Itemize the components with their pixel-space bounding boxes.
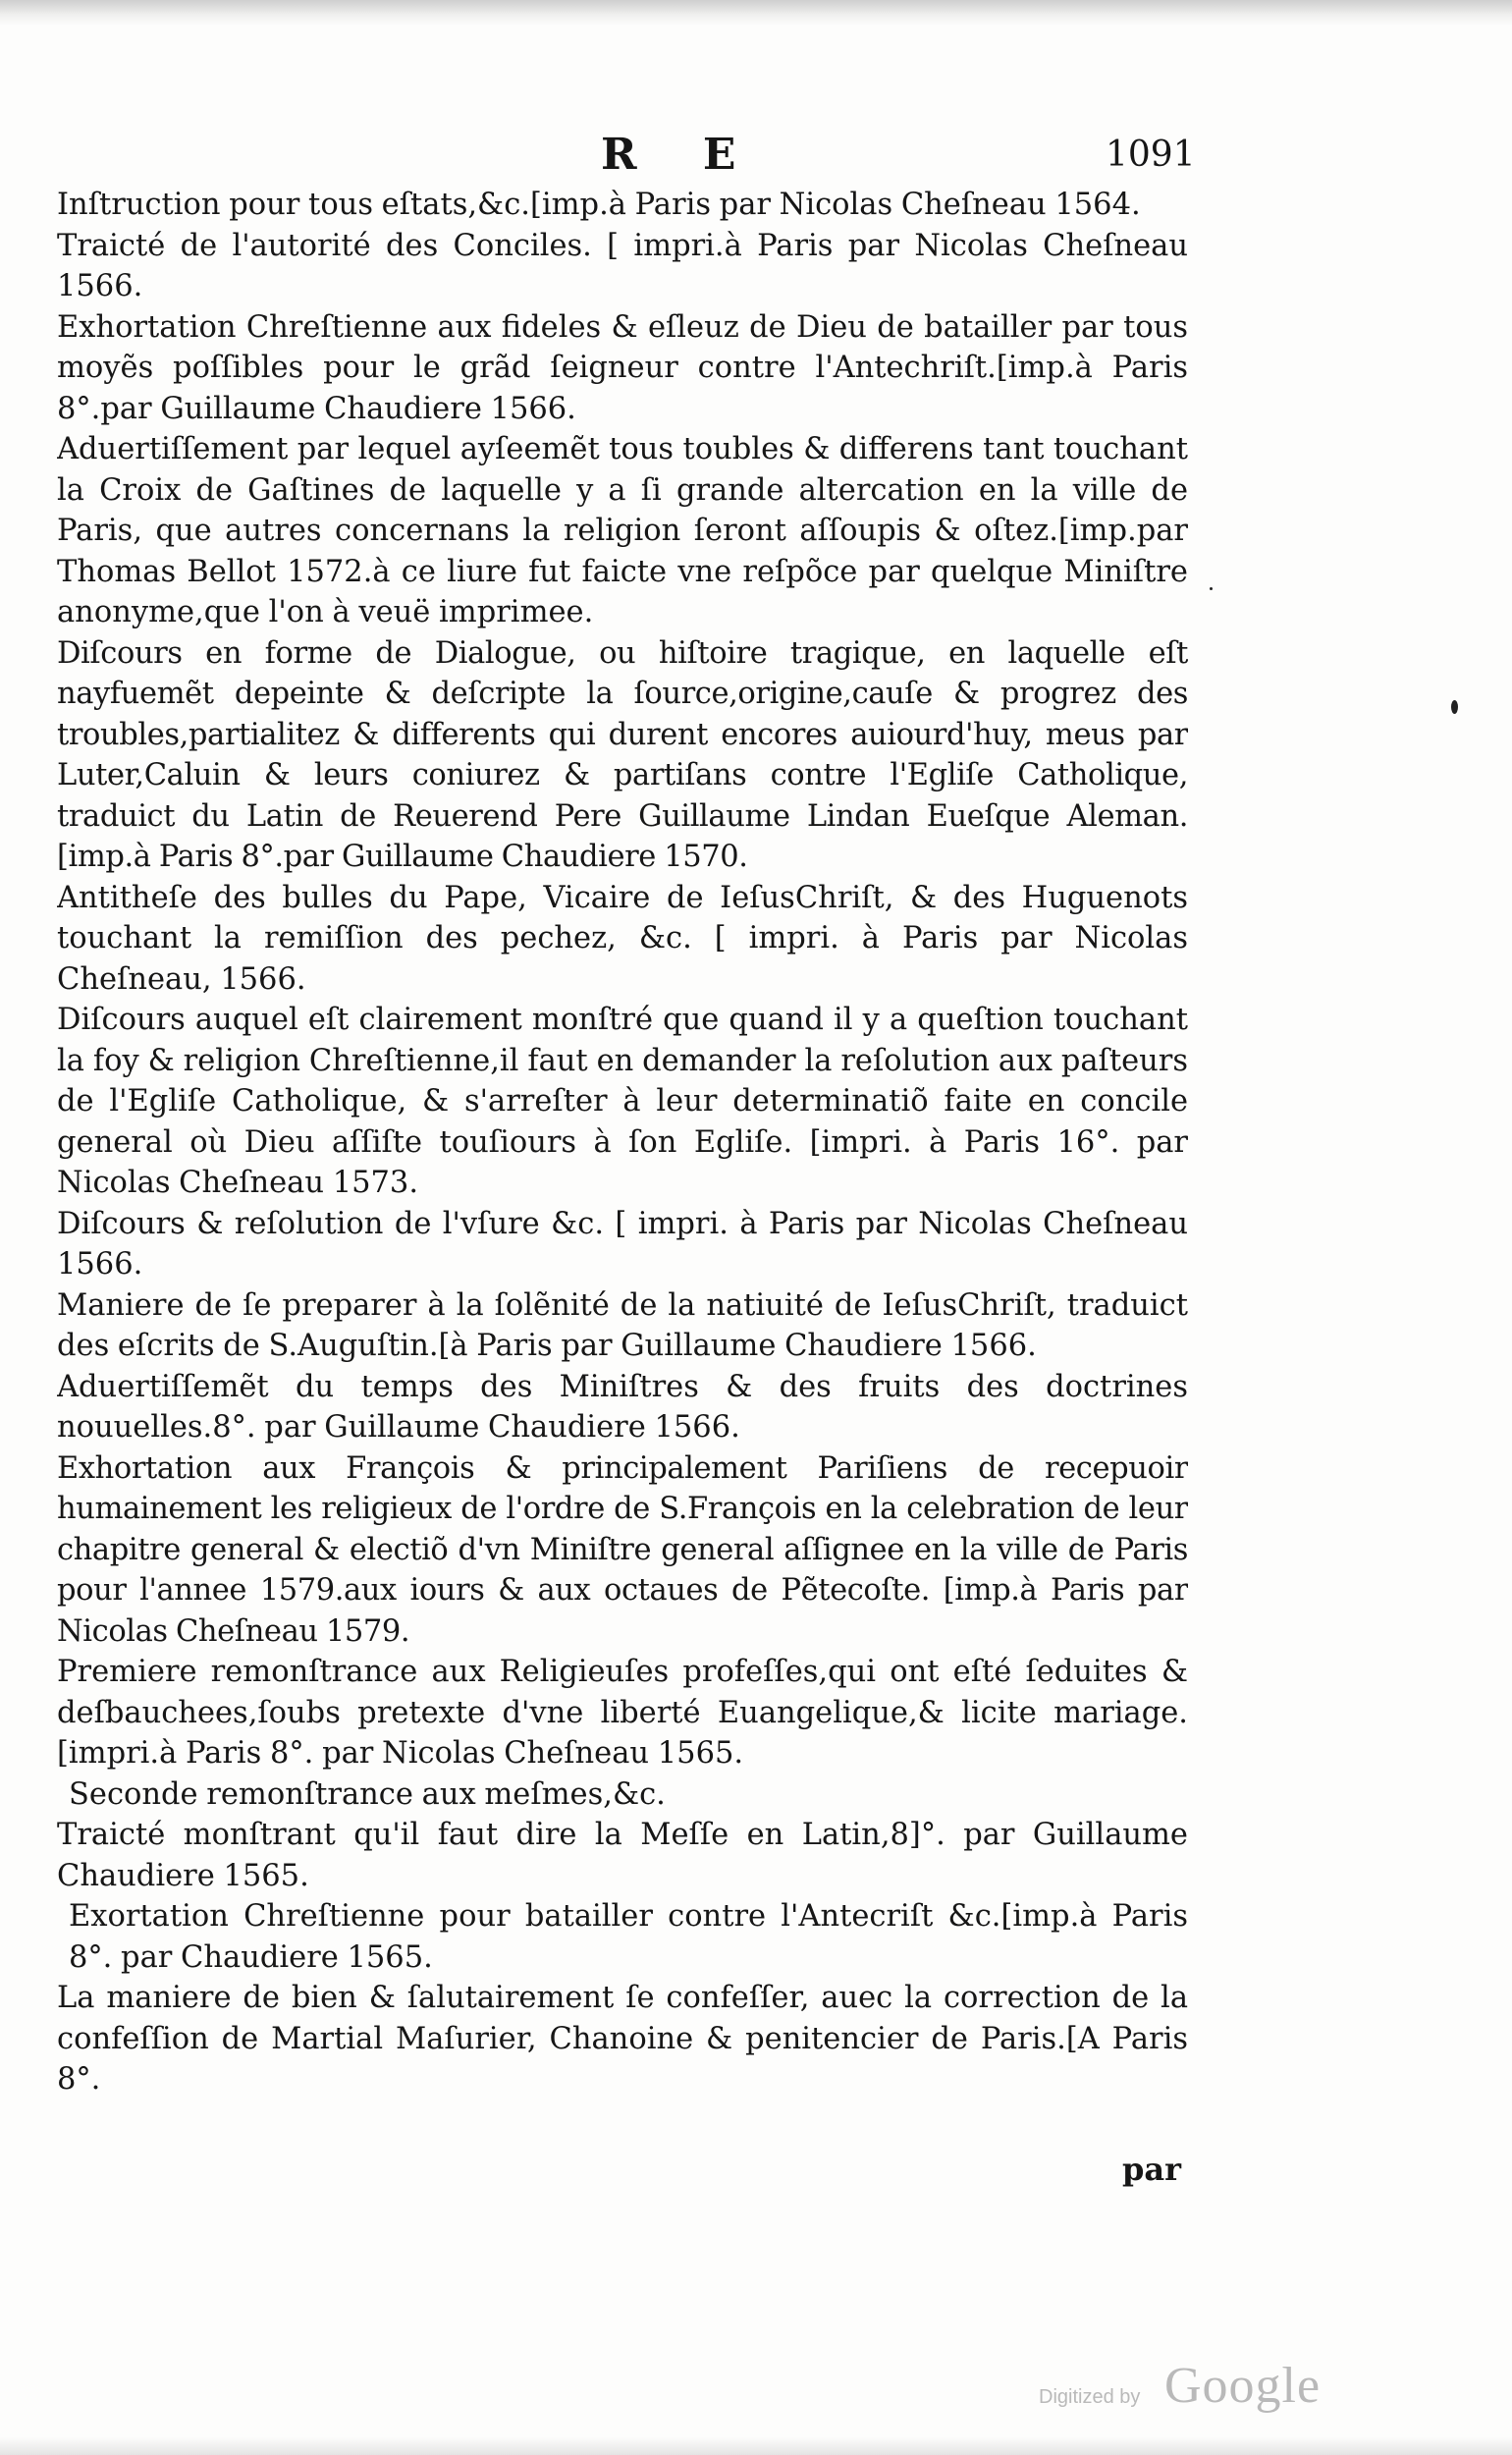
scan-edge-top (0, 0, 1512, 26)
entry-traicte-messe: Traicté monſtrant qu'il faut dire la Meſſe en Latin,8]°. par Guillaume Chaudiere 1565. (57, 1818, 1188, 1893)
catchword: par (1122, 2151, 1181, 2188)
margin-ink-dot (1210, 587, 1213, 590)
entry-discours-foy: Diſcours auquel eſt clairement monſtré que quand il y a queſtion touchant la foy & religion Chreſtienne,il faut en demander la reſolution aux paſteurs de l'Egliſe Catholique, & s'arreſter à leur determinatiõ faite en concile general où Dieu aſſiſte touſiours à ſon Egliſe. [impri. à Paris 16°. par Nicolas Cheſneau 1573. (57, 1003, 1188, 1200)
watermark-prefix: Digitized by (1039, 2386, 1141, 2408)
page-number: 1091 (1106, 135, 1196, 175)
entry-exortation-antecrist: Exortation Chreſtienne pour batailler contre l'Antecriſt &c.[imp.à Paris 8°. par Chaudiere 1565. (69, 1899, 1188, 1975)
page-header (0, 126, 1512, 185)
running-head: R E (601, 130, 762, 180)
entry-seconde-remonstrance: Seconde remonſtrance aux meſmes,&c. (69, 1776, 666, 1812)
entry-discours-vsure: Diſcours & reſolution de l'vſure &c. [ impri. à Paris par Nicolas Cheſneau 1566. (57, 1206, 1188, 1282)
entry-instruction: Inſtruction pour tous eſtats,&c.[imp.à Paris par Nicolas Cheſneau 1564. (57, 188, 1141, 222)
bibliography-text (57, 185, 1188, 2178)
entry-discours-dialogue: Diſcours en forme de Dialogue, ou hiſtoire tragique, en laquelle eſt nayfuemẽt depeinte & deſcripte la ſource,origine,cauſe & progrez des troubles,partialitez & differents qui durent encores auiourd'huy, meus par Luter,Caluin & leurs coniurez & partiſans contre l'Egliſe Catholique, traduict du Latin de Reuerend Pere Guillaume Lindan Eueſque Aleman.[imp.à Paris 8°.par Guillaume Chaudiere 1570. (57, 635, 1188, 874)
digitized-by-google-watermark (1039, 2357, 1363, 2416)
entry-antithese: Antitheſe des bulles du Pape, Vicaire de IeſusChriſt, & des Huguenots touchant la remiſſion des pechez, &c. [ impri. à Paris par Nicolas Cheſneau, 1566. (57, 880, 1188, 997)
entry-maniere-confesser: La maniere de bien & ſalutairement ſe confeſſer, auec la correction de la confeſſion de Martial Maſurier, Chanoine & penitencier de Paris.[A Paris 8°. (57, 1981, 1188, 2097)
entry-exhortation-francois: Exhortation aux François & principalement Pariſiens de recepuoir humainement les religieux de l'ordre de S.François en la celebration de leur chapitre general & electiõ d'vn Miniſtre general aſſignee en la ville de Paris pour l'annee 1579.aux iours & aux octaues de Pẽtecoſte. [imp.à Paris par Nicolas Cheſneau 1579. (57, 1450, 1188, 1649)
margin-ink-dot (1451, 700, 1458, 714)
scan-edge-bottom (0, 2437, 1512, 2455)
entry-aduertissement-ministres: Aduertiſſemẽt du temps des Miniſtres & des fruits des doctrines nouuelles.8°. par Guillaume Chaudiere 1566. (57, 1369, 1188, 1445)
google-logo: Google (1164, 2358, 1322, 2414)
entry-maniere-natiuite: Maniere de ſe preparer à la ſolẽnité de la natiuité de IeſusChriſt, traduict des eſcrits de S.Auguſtin.[à Paris par Guillaume Chaudiere 1566. (57, 1287, 1188, 1363)
entry-premiere-remonstrance: Premiere remonſtrance aux Religieuſes profeſſes,qui ont eſté ſeduites & deſbauchees,ſoubs pretexte d'vne liberté Euangelique,& licite mariage.[impri.à Paris 8°. par Nicolas Cheſneau 1565. (57, 1655, 1188, 1771)
entry-traicte-conciles: Traicté de l'autorité des Conciles. [ impri.à Paris par Nicolas Cheſneau 1566. (57, 228, 1188, 303)
entry-exhortation-chrestienne: Exhortation Chreſtienne aux fideles & eſleuz de Dieu de batailler par tous moyẽs poſſibles pour le grãd ſeigneur contre l'Antechriſt.[imp.à Paris 8°.par Guillaume Chaudiere 1566. (57, 309, 1188, 426)
entry-aduertissement-gastines: Aduertiſſement par lequel ayſeemẽt tous toubles & differens tant touchant la Croix de Gaſtines de laquelle y a ſi grande altercation en la ville de Paris, que autres concernans la religion ſeront aſſoupis & oſtez.[imp.par Thomas Bellot 1572.à ce liure fut faicte vne reſpõce par quelque Miniſtre anonyme,que l'on à veuë imprimee. (57, 432, 1188, 629)
